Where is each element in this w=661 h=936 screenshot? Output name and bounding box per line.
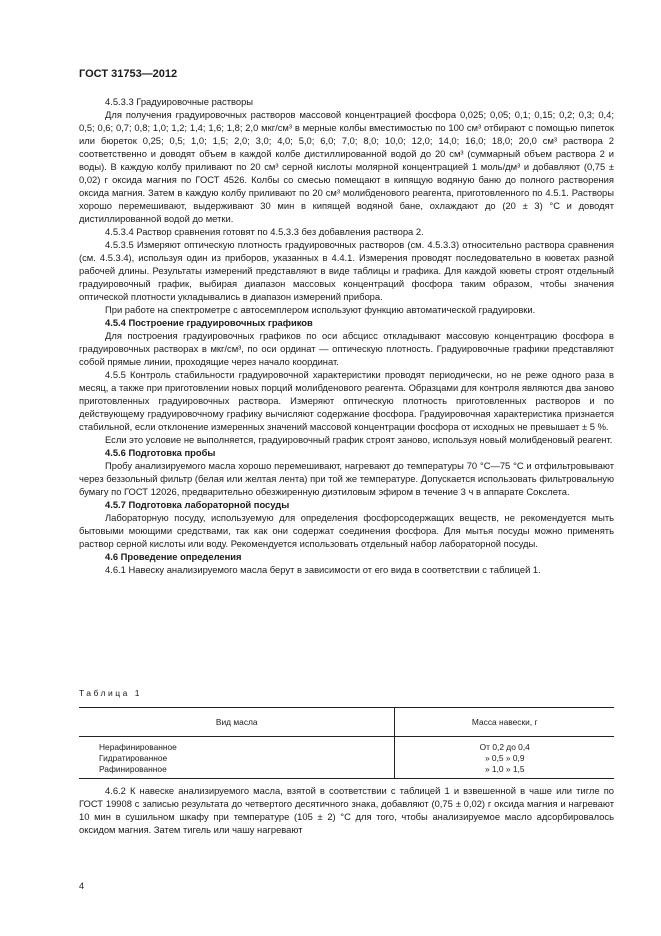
column-header-sample-mass: Масса навески, г [395,708,614,737]
section-4-5-5: 4.5.5 Контроль стабильности градуировочной характеристики проводят периодически, но не реже одного раза в месяц, а также при приготовлении новых порций молибденового реагента. Образцами для контроля являются два заново приготовленных градуировочных раствора. Измеряют оптическую плотность приготовленных растворов и по действующему градуировочному графику вычисляют содержание фосфора. Градуировочная характеристика признается стабильной, если отклонение измеренных значений массовой концентрации фосфора от исходных не превышает ± 5 %. [79,369,614,432]
table-header-row [79,708,614,737]
table-row [79,737,614,779]
paragraph: 4.6.1 Навеску анализируемого масла берут в зависимости от его вида в соответствии с таблицей 1. [105,564,541,575]
paragraph: Пробу анализируемого масла хорошо перемешивают, нагревают до температуры 70 °С—75 °С и отфильтровывают через беззольный фильтр (белая или желтая лента) при той же температуре. Допускается использовать фильтровальную бумагу по ГОСТ 12026, предварительно обезжиренную диэтиловым эфиром в течение 3 ч в аппарате Сокслета. [79,460,614,497]
section-4-5-3-4: 4.5.3.4 Раствор сравнения готовят по 4.5.3.3 без добавления раствора 2. [105,226,424,237]
column-header-oil-type: Вид масла [79,708,395,737]
sample-mass: » 1,0 » 1,5 [484,764,525,774]
table-cell-sample-mass [395,737,614,779]
section-heading: 4.6 Проведение определения [105,551,242,562]
oil-type: Нерафинированное [99,742,177,752]
section-heading: 4.5.4 Построение градуировочных графиков [105,317,313,328]
sample-mass-table [79,707,614,779]
table-cell-oil-type [79,737,395,779]
continuation-text [79,784,614,836]
section-4-5-3-3-title: 4.5.3.3 Градуировочные растворы [105,96,254,107]
paragraph: Лабораторную посуду, используемую для определения фосфорсодержащих веществ, не рекомендуется мыть бытовыми моющими средствами, так как они содержат соединения фосфора. Для мытья посуды можно применять раствор серной кислоты или воду. Рекомендуется использовать отдельный набор лабораторной посуды. [79,512,614,549]
sample-mass: » 0,5 » 0,9 [484,753,525,763]
paragraph: При работе на спектрометре с автосемплером используют функцию автоматической градуировки. [105,304,536,315]
section-heading: 4.5.7 Подготовка лабораторной посуды [105,499,290,510]
document-header: ГОСТ 31753—2012 [79,68,178,80]
paragraph: Если это условие не выполняется, градуировочный график строят заново, используя новый молибденовый реагент. [105,434,613,445]
paragraph: Для получения градуировочных растворов массовой концентрацией фосфора 0,025; 0,05; 0,1; 0,15; 0,2; 0,3; 0,4; 0,5; 0,6; 0,7; 0,8; 1,0; 1,2; 1,4; 1,6; 1,8; 2,0 мкг/см³ в мерные колбы вместимостью по 100 см³ отбирают с помощью пипеток или бюреток 0,25; 0,5; 1,0; 1,5; 2,0; 3,0; 4,0; 5,0; 6,0; 7,0; 8,0; 10,0; 12,0; 14,0; 16,0; 18,0; 20,0 см³ раствора 2 соответственно и доводят объем в каждой колбе дистиллированной водой до 20 см³ (суммарный объем раствора 2 и воды). В каждую колбу приливают по 20 см³ серной кислоты молярной концентрацией 1 моль/дм³ и добавляют (0,75 ± 0,02) г оксида магния по ГОСТ 4526. Колбы со смесью помещают в кипящую водяную баню до полного растворения оксида магния. Затем в каждую колбу приливают по 20 см³ молибденового реагента, приготовленного по 4.5.1. Растворы хорошо перемешивают, выдерживают 30 мин в кипящей водяной бане, охлаждают до (20 ± 3) °С и доводят дистиллированной водой до метки. [79,109,614,224]
main-text [79,95,614,576]
oil-type: Гидратированное [99,753,168,763]
oil-type: Рафинированное [99,764,167,774]
section-heading: 4.5.6 Подготовка пробы [105,447,216,458]
paragraph: Для построения градуировочных графиков по оси абсцисс откладывают массовую концентрацию фосфора в градуировочных растворах в мкг/см³, по оси ординат — оптическую плотность. Градуировочные графики представляют собой прямые линии, проходящие через начало координат. [79,330,614,367]
table-caption: Таблица 1 [79,688,142,698]
page-number: 4 [79,881,85,891]
section-4-6-2: 4.6.2 К навеске анализируемого масла, взятой в соответствии с таблицей 1 и взвешенной в чаше или тигле по ГОСТ 19908 с записью результата до четвертого десятичного знака, добавляют (0,75 ± 0,02) г оксида магния и нагревают 10 мин в сушильном шкафу при температуре (105 ± 2) °С для того, чтобы анализируемое масло адсорбировалось оксидом магния. Затем тигель или чашу нагревают [79,785,614,835]
sample-mass: От 0,2 до 0,4 [479,742,530,752]
section-4-5-3-5: 4.5.3.5 Измеряют оптическую плотность градуировочных растворов (см. 4.5.3.3) относительно раствора сравнения (см. 4.5.3.4), используя один из приборов, указанных в 4.4.1. Измерения проводят последовательно в кюветах разной рабочей длины. Результаты измерений представляют в виде таблицы и графика. Для каждой кюветы строят отдельный градуировочный график, выбирая диапазон массовых концентраций фосфора таким образом, чтобы значения оптической плотности укладывались в диапазон измерений прибора. [79,239,614,302]
